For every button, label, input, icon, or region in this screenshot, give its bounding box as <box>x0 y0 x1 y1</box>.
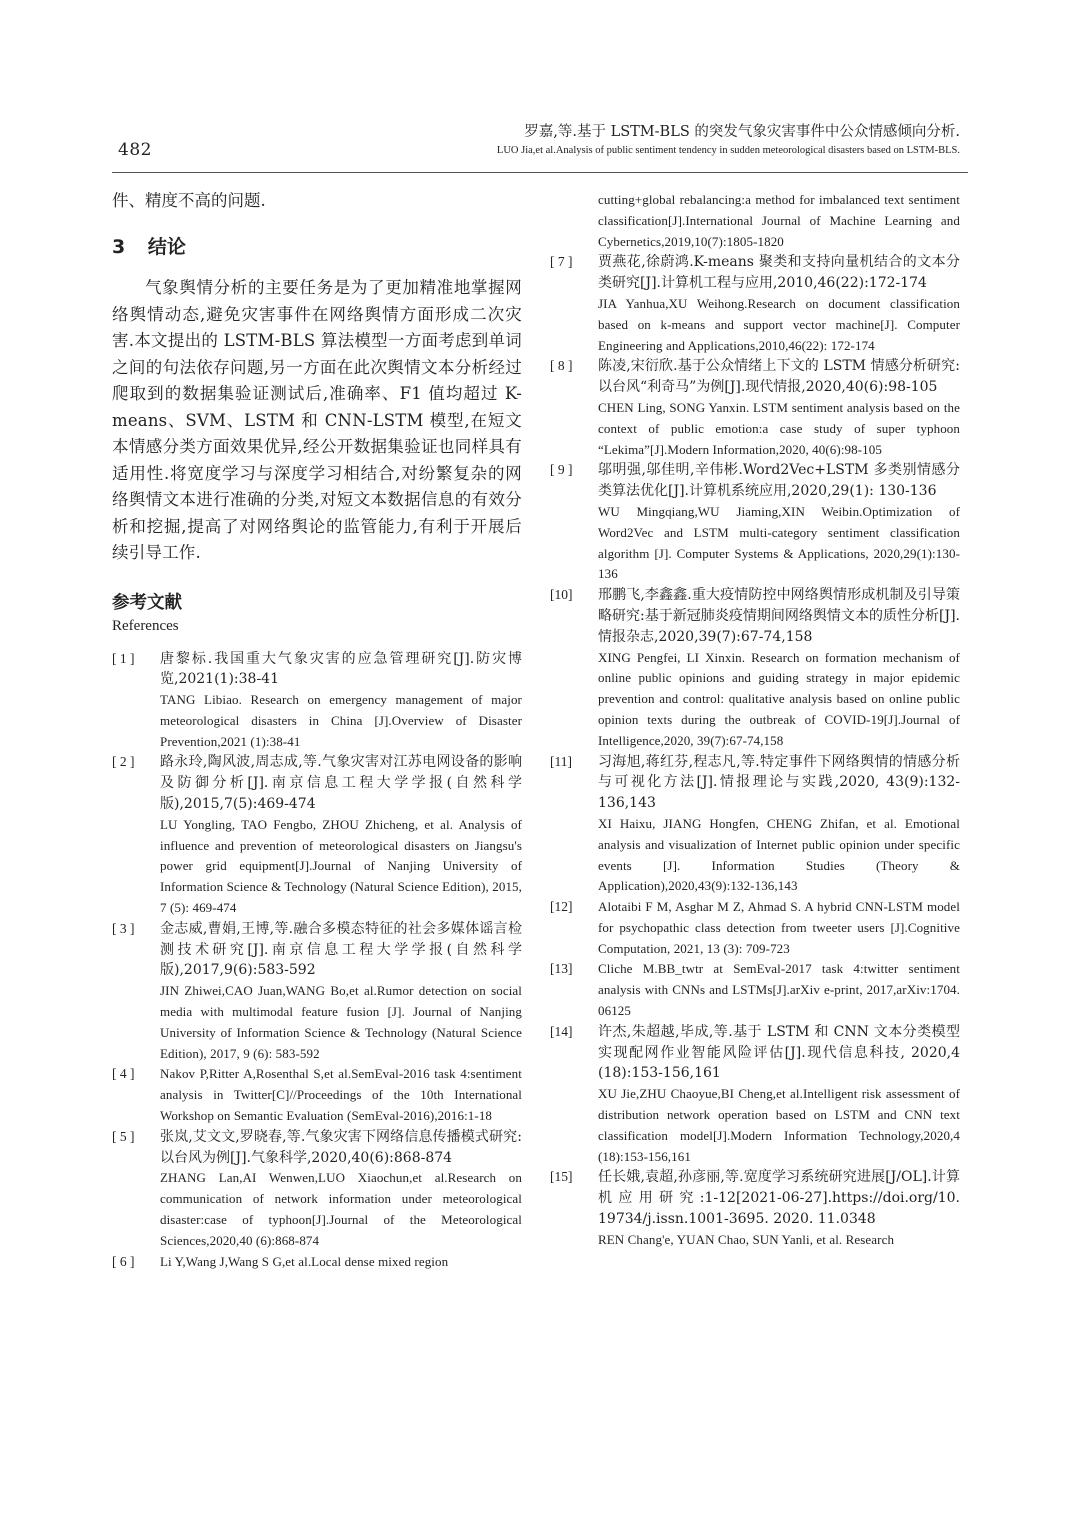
reference-text-en: WU Mingqiang,WU Jiaming,XIN Weibin.Optimization of Word2Vec and LSTM multi-category sentiment classification algorithm [J]. Computer Systems & Applications, 2020,29(1):130-136 <box>598 503 960 582</box>
reference-number: [ 1 ] <box>112 650 135 666</box>
reference-10 <box>550 585 960 751</box>
reference-15 <box>550 1167 960 1250</box>
reference-text-cn: 邬明强,邬佳明,辛伟彬.Word2Vec+LSTM 多类别情感分类算法优化[J].计算机系统应用,2020,29(1): 130-136 <box>598 462 960 500</box>
reference-text-en: Li Y,Wang J,Wang S G,et al.Local dense mixed region <box>160 1253 449 1269</box>
header-rule <box>112 172 968 173</box>
reference-number: [ 7 ] <box>550 254 573 270</box>
reference-2 <box>112 752 522 918</box>
reference-number: [ 8 ] <box>550 358 573 374</box>
reference-text-en: Alotaibi F M, Asghar M Z, Ahmad S. A hybrid CNN-LSTM model for psychopathic class detection from tweeter users [J].Cognitive Computation, 2021, 13 (3): 709-723 <box>598 899 960 956</box>
reference-11 <box>550 752 960 898</box>
reference-text-en: CHEN Ling, SONG Yanxin. LSTM sentiment analysis based on the context of public emotion:a case study of super typhoon “Lekima”[J].Modern Information,2020, 40(6):98-105 <box>598 399 960 457</box>
reference-number: [10] <box>550 587 573 603</box>
reference-number: [ 9 ] <box>550 462 573 478</box>
conclusion-paragraph: 气象舆情分析的主要任务是为了更加精准地掌握网络舆情动态,避免灾害事件在网络舆情方面形成二次灾害.本文提出的 LSTM-BLS 算法模型一方面考虑到单词之间的句法依存问题,另一方面在此次舆情文本分析经过爬取到的数据集验证测试后,准确率、F1 值均超过 K-means、SVM、LSTM 和 CNN-LSTM 模型,在短文本情感分类方面效果优异,经公开数据集验证也同样具有适用性.将宽度学习与深度学习相结合,对纷繁复杂的网络舆情文本进行准确的分类,对短文本数据信息的有效分析和挖掘,提高了对网络舆论的监管能力,有利于开展后续引导工作. <box>112 278 522 562</box>
reference-text-cn: 唐黎标.我国重大气象灾害的应急管理研究[J].防灾博览,2021(1):38-41 <box>160 650 522 688</box>
reference-6-continuation: cutting+global rebalancing:a method for imbalanced text sentiment classification[J].International Journal of Machine Learning and Cybernetics,2019,10(7):1805-1820 <box>598 192 960 249</box>
reference-9 <box>550 460 960 585</box>
reference-text-cn: 金志威,曹娟,王博,等.融合多模态特征的社会多媒体谣言检测技术研究[J].南京信息工程大学学报(自然科学版),2017,9(6):583-592 <box>160 920 522 979</box>
right-column <box>550 190 960 1251</box>
reference-13 <box>550 959 960 1021</box>
reference-text-en: ZHANG Lan,AI Wenwen,LUO Xiaochun,et al.Research on communication of network information under meteorological disaster:case of typhoon[J].Journal of the Meteorological Sciences,2020,40 (6):868-874 <box>160 1170 522 1248</box>
reference-7 <box>550 252 960 356</box>
section-heading <box>112 232 522 259</box>
reference-14 <box>550 1022 960 1168</box>
reference-text-en: XING Pengfei, LI Xinxin. Research on formation mechanism of online public opinions and guiding strategy in major epidemic prevention and control: qualitative analysis based on online public opinion texts during the outbreak of COVID-19[J].Journal of Intelligence,2020, 39(7):67-74,158 <box>598 649 960 748</box>
reference-text-cn: 贾燕花,徐蔚鸿.K-means 聚类和支持向量机结合的文本分类研究[J].计算机工程与应用,2010,46(22):172-174 <box>598 254 960 292</box>
running-header <box>497 122 960 160</box>
reference-number: [ 6 ] <box>112 1253 135 1269</box>
reference-text-en: Cliche M.BB_twtr at SemEval-2017 task 4:twitter sentiment analysis with CNNs and LSTMs[J].arXiv e-print, 2017,arXiv:1704. 06125 <box>598 961 960 1019</box>
reference-text-cn: 许杰,朱超越,毕成,等.基于 LSTM 和 CNN 文本分类模型实现配网作业智能风险评估[J].现代信息科技, 2020,4 (18):153-156,161 <box>598 1023 960 1082</box>
reference-number: [14] <box>550 1023 573 1039</box>
reference-number: [12] <box>550 899 573 915</box>
reference-text-en: XI Haixu, JIANG Hongfen, CHENG Zhifan, et al. Emotional analysis and visualization of Internet public opinion under specific events [J]. Information Studies (Theory & Application),2020,43(9):132-136,143 <box>598 815 960 894</box>
reference-number: [ 4 ] <box>112 1066 135 1082</box>
reference-text-en: Nakov P,Ritter A,Rosenthal S,et al.SemEval-2016 task 4:sentiment analysis in Twitter[C]//Proceedings of the 10th International Workshop on Semantic Evaluation (SemEval-2016),2016:1-18 <box>160 1066 522 1124</box>
reference-text-cn: 邢鹏飞,李鑫鑫.重大疫情防控中网络舆情形成机制及引导策略研究:基于新冠肺炎疫情期间网络舆情文本的质性分析[J].情报杂志,2020,39(7):67-74,158 <box>598 587 960 645</box>
reference-1 <box>112 649 522 753</box>
reference-4 <box>112 1064 522 1126</box>
reference-text-cn: 习海旭,蒋红芬,程志凡,等.特定事件下网络舆情的情感分析与可视化方法[J].情报理论与实践,2020, 43(9):132-136,143 <box>598 753 960 812</box>
reference-number: [15] <box>550 1169 573 1185</box>
reference-12 <box>550 897 960 959</box>
continuation-text: 件、精度不高的问题. <box>112 191 266 210</box>
reference-text-en: TANG Libiao. Research on emergency management of major meteorological disasters in China [J].Overview of Disaster Prevention,2021 (1):38-41 <box>160 692 522 749</box>
reference-text-cn: 任长娥,袁超,孙彦丽,等.宽度学习系统研究进展[J/OL].计算机应用研究:1-12[2021-06-27].https://doi.org/10. 19734/j.issn.1001-3695. 2020. 11.0348 <box>598 1169 960 1228</box>
reference-number: [13] <box>550 961 573 977</box>
reference-6 <box>112 1252 522 1273</box>
reference-text-en: JIN Zhiwei,CAO Juan,WANG Bo,et al.Rumor detection on social media with multimodal feature fusion [J]. Journal of Nanjing University of Information Science & Technology (Natural Science Edition), 2017, 9 (6): 583-592 <box>160 983 522 1061</box>
reference-list-left <box>112 649 522 1273</box>
reference-3 <box>112 919 522 1065</box>
section-title: 结论 <box>147 236 186 258</box>
page-number: 482 <box>118 140 152 160</box>
reference-text-en: JIA Yanhua,XU Weihong.Research on document classification based on k-means and support vector machine[J]. Computer Engineering and Applications,2010,46(22): 172-174 <box>598 295 960 353</box>
reference-8 <box>550 356 960 460</box>
left-column <box>112 190 522 1272</box>
reference-number: [ 2 ] <box>112 754 135 770</box>
reference-text-en: REN Chang'e, YUAN Chao, SUN Yanli, et al. Research <box>598 1231 895 1247</box>
reference-text-cn: 陈凌,宋衍欣.基于公众情绪上下文的 LSTM 情感分析研究:以台风“利奇马”为例[J].现代情报,2020,40(6):98-105 <box>598 358 960 396</box>
section-number: 3 <box>112 236 126 258</box>
references-heading-en: References <box>112 617 179 634</box>
header-title-cn: 罗嘉,等.基于 LSTM-BLS 的突发气象灾害事件中公众情感倾向分析. <box>524 124 960 140</box>
reference-text-en: LU Yongling, TAO Fengbo, ZHOU Zhicheng, et al. Analysis of influence and prevention of meteorological disasters on Jiangsu's power grid equipment[J].Journal of Nanjing University of Information Science & Technology (Natural Science Edition), 2015, 7 (5): 469-474 <box>160 816 522 916</box>
reference-number: [ 5 ] <box>112 1128 135 1144</box>
reference-text-en: XU Jie,ZHU Chaoyue,BI Cheng,et al.Intelligent risk assessment of distribution network operation based on LSTM and CNN text classification model[J].Modern Information Technology,2020,4 (18):153-156,161 <box>598 1086 960 1164</box>
reference-number: [ 3 ] <box>112 920 135 936</box>
references-heading-cn: 参考文献 <box>112 592 182 613</box>
reference-number: [11] <box>550 753 572 769</box>
header-title-en: LUO Jia,et al.Analysis of public sentiment tendency in sudden meteorological disasters based on LSTM-BLS. <box>496 145 960 156</box>
reference-text-cn: 路永玲,陶风波,周志成,等.气象灾害对江苏电网设备的影响及防御分析[J].南京信息工程大学学报(自然科学版),2015,7(5):469-474 <box>160 754 522 813</box>
reference-5 <box>112 1127 522 1252</box>
reference-text-cn: 张岚,艾文文,罗晓春,等.气象灾害下网络信息传播模式研究:以台风为例[J].气象科学,2020,40(6):868-874 <box>160 1128 522 1166</box>
